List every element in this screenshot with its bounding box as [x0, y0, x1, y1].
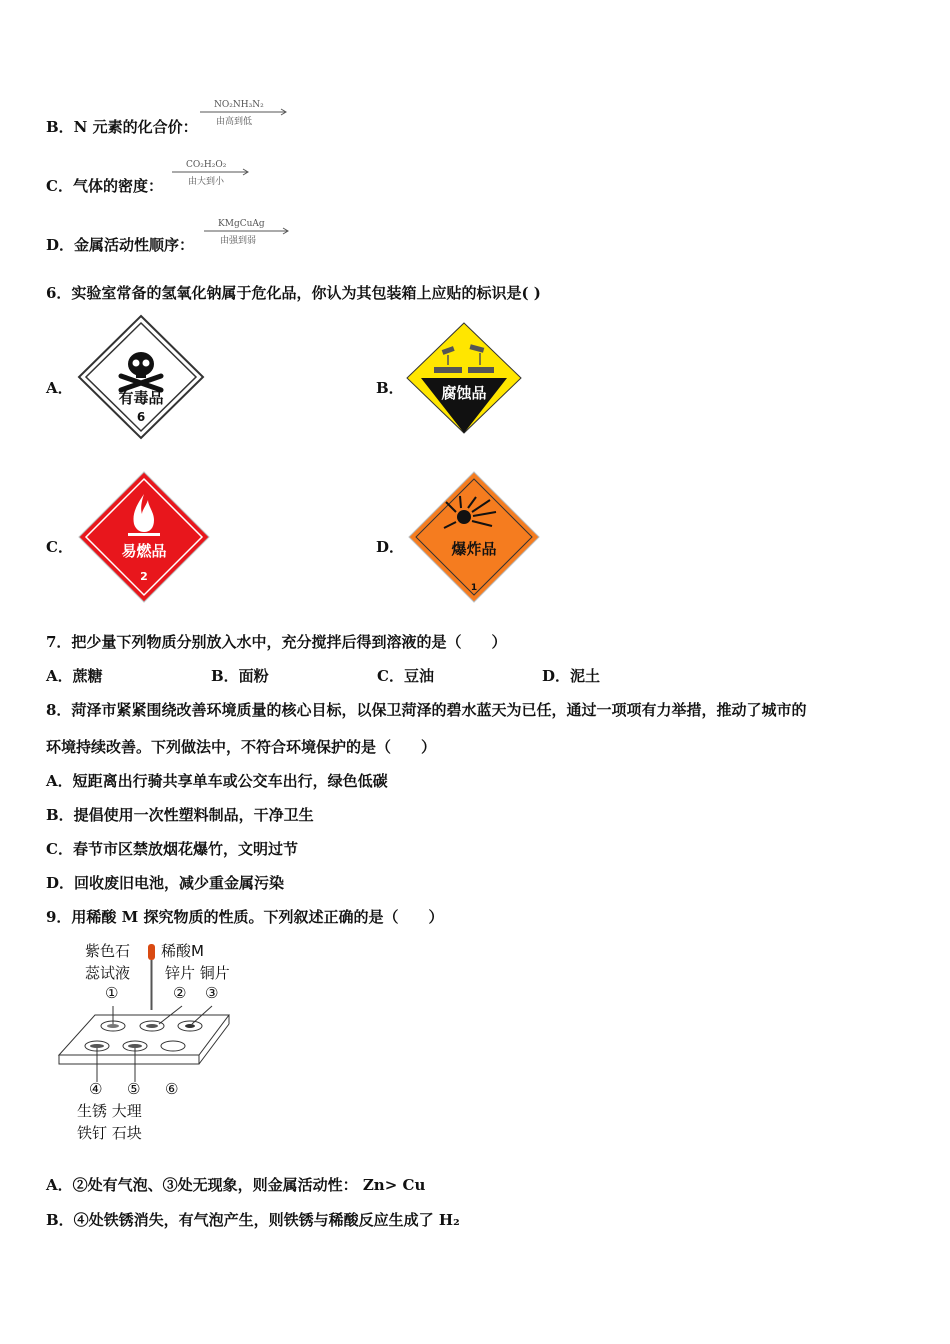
q8-option-b: B．提倡使用一次性塑料制品，干净卫生 — [46, 806, 314, 824]
dropper-bulb — [148, 944, 155, 960]
label-num-2: ② — [173, 984, 187, 1002]
q8-option-d: D．回收废旧电池，减少重金属污染 — [46, 874, 285, 892]
label-zinc-copper: 锌片 铜片 — [165, 964, 230, 982]
q7-option-b: B．面粉 — [211, 667, 269, 685]
q5-option-c — [46, 175, 163, 196]
q6-option-d-letter: D． — [376, 538, 405, 556]
flammable-sign-class: 2 — [140, 570, 148, 583]
label-rusty-marble-line2: 铁钉 石块 — [77, 1124, 142, 1142]
q6-stem: 6．实验室常备的氢氧化钠属于危化品，你认为其包装箱上应贴的标识是( ) — [46, 284, 541, 302]
corrosive-sign-text: 腐蚀品 — [441, 384, 487, 402]
q5-option-b — [46, 116, 198, 137]
q5-option-d-label: D．金属活动性顺序： — [46, 236, 195, 254]
corrosive-hazard-sign — [404, 320, 524, 436]
q8-option-c: C．春节市区禁放烟花爆竹，文明过节 — [46, 840, 298, 858]
explosive-sign-text: 爆炸品 — [451, 540, 497, 558]
q7-option-c: C．豆油 — [377, 667, 434, 685]
label-num-5: ⑤ — [127, 1080, 141, 1098]
label-acid-m: 稀酸M — [161, 942, 204, 960]
well-plate-diagram — [55, 940, 255, 1150]
q7-option-d: D．泥土 — [542, 667, 601, 685]
toxic-sign-text: 有毒品 — [118, 389, 164, 407]
q8-stem-line-1: 8．菏泽市紧紧围绕改善环境质量的核心目标，以保卫菏泽的碧水蓝天为已任，通过一项项有力举措，推动了城市的 — [46, 701, 807, 719]
q5-option-c-bottom-text: 由大到小 — [188, 177, 225, 187]
q5-option-b-bottom-text: 由高到低 — [216, 117, 253, 127]
label-num-1: ① — [105, 984, 119, 1002]
q5-option-d-arrow — [200, 219, 300, 249]
q5-option-d — [46, 234, 194, 255]
q5-option-d-top-text: KMgCuAg — [218, 219, 265, 229]
explosive-sign-class: 1 — [470, 583, 478, 593]
explosive-hazard-sign — [406, 470, 542, 604]
q9-option-b: B．④处铁锈消失，有气泡产生，则铁锈与稀酸反应生成了 H₂ — [46, 1211, 460, 1229]
q7-option-a: A．蔗糖 — [46, 667, 103, 685]
q9-option-a: A．②处有气泡、③处无现象，则金属活动性： Zn> Cu — [46, 1176, 426, 1194]
q5-option-c-label: C．气体的密度： — [46, 177, 163, 195]
label-num-4: ④ — [89, 1080, 103, 1098]
q5-option-b-arrow — [196, 100, 296, 130]
q7-stem: 7．把少量下列物质分别放入水中，充分搅拌后得到溶液的是（ ） — [46, 633, 507, 651]
q5-option-c-arrow — [168, 160, 258, 190]
toxic-sign-class: 6 — [136, 410, 146, 424]
q6-option-a-letter: A． — [46, 379, 73, 397]
q5-option-d-bottom-text: 由强到弱 — [220, 236, 257, 246]
q8-option-a: A．短距离出行骑共享单车或公交车出行，绿色低碳 — [46, 772, 388, 790]
q5-option-c-top-text: CO₂H₂O₂ — [186, 160, 227, 170]
toxic-hazard-sign — [76, 314, 206, 440]
label-num-3: ③ — [205, 984, 219, 1002]
q6-option-b-letter: B． — [376, 379, 404, 397]
q6-option-c-letter: C． — [46, 538, 73, 556]
label-litmus-line2: 蕊试液 — [85, 964, 131, 982]
q9-stem: 9．用稀酸 M 探究物质的性质。下列叙述正确的是（ ） — [46, 908, 444, 926]
label-num-6: ⑥ — [165, 1080, 179, 1098]
q5-option-b-top-text: NO₂NH₃N₂ — [214, 100, 264, 110]
label-litmus-line1: 紫色石 — [85, 942, 131, 960]
label-rusty-marble-line1: 生锈 大理 — [77, 1102, 142, 1120]
flammable-sign-text: 易燃品 — [121, 542, 167, 560]
q5-option-b-label: B．N 元素的化合价： — [46, 118, 198, 136]
q8-stem-line-2: 环境持续改善。下列做法中，不符合环境保护的是（ ） — [46, 738, 437, 756]
flammable-hazard-sign — [76, 470, 212, 604]
